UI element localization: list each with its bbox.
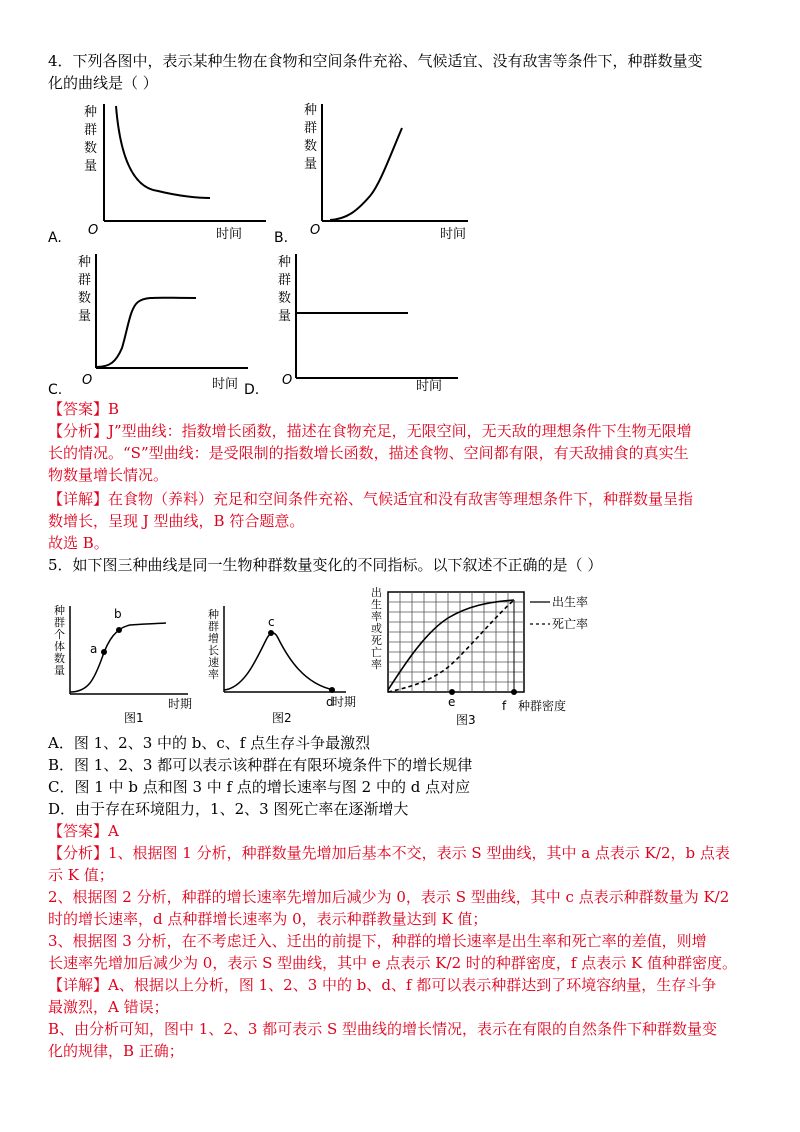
- q5-fig1-ylabel-6: 量: [54, 664, 65, 677]
- q4-graph-b-ylabel-1: 种: [304, 103, 318, 118]
- q5-fig3-legend-death: 死亡率: [552, 617, 589, 631]
- q4-graph-a-label: A.: [48, 230, 62, 246]
- q5-fig3-caption: 图3: [456, 713, 476, 727]
- q4-graph-d: [244, 250, 484, 398]
- q5-fig2-point-d: [329, 687, 335, 693]
- q4-graph-d-origin: O: [282, 373, 293, 388]
- q4-analysis-line3: 物数量增长情况。: [48, 466, 169, 484]
- q4-graph-a: [48, 96, 288, 246]
- q4-detail-line1: 【详解】在食物（养料）充足和空间条件充裕、气候适宜和没有敌害等理想条件下，种群数量呈指: [48, 490, 694, 508]
- q5-stem: 5．如下图三种曲线是同一生物种群数量变化的不同指标。以下叙述不正确的是（ ）: [48, 556, 603, 574]
- q5-detail-line1: 【详解】A、根据以上分析，图 1、2、3 中的 b、d、f 都可以表示种群达到了环境容纳量，生存斗争: [48, 976, 717, 994]
- q4-stem-line1: 4．下列各图中，表示某种生物在食物和空间条件充裕、气候适宜、没有敌害等条件下，种群数量变: [48, 52, 703, 70]
- q4-graph-c-ylabel-3: 数: [78, 291, 92, 306]
- q5-analysis-line6: 长速率先增加后减少为 0，表示 S 型曲线，其中 e 点表示 K/2 时的种群密度，f 点表示 K 值种群密度。: [48, 954, 737, 972]
- q5-fig3-point-f: [511, 689, 517, 695]
- q4-graph-c-origin: O: [82, 373, 93, 388]
- q4-graph-b-xlabel: 时间: [440, 227, 467, 242]
- q5-analysis-line5: 3、根据图 3 分析，在不考虑迁入、迁出的前提下，种群的增长速率是出生率和死亡率的差值，则增: [48, 932, 707, 950]
- q5-figure-1: [48, 600, 208, 730]
- q5-fig2-caption: 图2: [272, 711, 292, 725]
- q5-fig2-point-c: [268, 630, 274, 636]
- q5-fig2-label-d: d: [326, 695, 334, 709]
- q4-graph-a-origin: O: [88, 223, 99, 238]
- q4-graph-c-ylabel-4: 量: [78, 309, 92, 324]
- q4-graph-a-xlabel: 时间: [216, 227, 243, 242]
- q5-option-b: B．图 1、2、3 都可以表示该种群在有限环境条件下的增长规律: [48, 756, 473, 774]
- q5-fig3-birth-rate-curve: [388, 600, 514, 690]
- q5-fig1-point-b: [116, 627, 122, 633]
- q5-fig2-ylabel-6: 率: [208, 668, 219, 681]
- q5-analysis-line4: 时的增长速率，d 点种群增长速率为 0，表示种群教量达到 K 值；: [48, 910, 488, 928]
- q5-fig1-xlabel: 时期: [168, 697, 193, 711]
- q4-graph-a-ylabel-4: 量: [84, 159, 98, 174]
- q5-detail-line3: B、由分析可知，图中 1、2、3 都可表示 S 型曲线的增长情况，表示在有限的自然条件下种群数量变: [48, 1020, 718, 1038]
- q4-graph-b-label: B.: [274, 230, 289, 246]
- q4-graph-b-ylabel-2: 群: [304, 121, 318, 136]
- q5-analysis-line2: 示 K 值；: [48, 866, 114, 884]
- q5-fig3-ylabel-3: 率: [371, 610, 382, 623]
- q5-fig1-point-a: [101, 649, 107, 655]
- q5-option-d: D．由于存在环境阻力，1、2、3 图死亡率在逐渐增大: [48, 800, 409, 818]
- q4-answer: 【答案】B: [48, 400, 120, 418]
- q5-fig1-ylabel-5: 数: [54, 652, 65, 665]
- q5-fig2-ylabel-4: 长: [208, 644, 219, 657]
- q4-graph-c-xlabel: 时间: [212, 377, 239, 392]
- q4-detail-line3: 故选 B。: [48, 534, 109, 552]
- q5-fig1-ylabel-2: 群: [54, 616, 65, 629]
- q4-graph-d-label: D.: [244, 382, 260, 398]
- q4-graph-a-ylabel-3: 数: [84, 141, 98, 156]
- q5-analysis-line3: 2、根据图 2 分析，种群的增长速率先增加后减少为 0，表示 S 型曲线，其中 c 点表示种群数量为 K/2: [48, 888, 730, 906]
- q5-fig3-ylabel-1: 出: [371, 586, 382, 599]
- q5-fig2-label-c: c: [268, 615, 275, 629]
- q4-graph-d-ylabel-4: 量: [278, 309, 292, 324]
- q5-fig2-ylabel-3: 增: [208, 632, 219, 645]
- q4-graph-c-ylabel-1: 种: [78, 255, 92, 270]
- q5-fig3-label-f: f: [502, 699, 507, 713]
- q5-fig3-death-rate-curve: [388, 600, 514, 692]
- q4-graph-d-ylabel-1: 种: [278, 255, 292, 270]
- q5-fig1-ylabel-4: 体: [54, 640, 65, 653]
- q5-answer: 【答案】A: [48, 822, 119, 840]
- q5-fig3-ylabel-7: 率: [371, 658, 382, 671]
- q4-stem-line2: 化的曲线是（ ）: [48, 74, 158, 92]
- q4-graph-b-ylabel-3: 数: [304, 139, 318, 154]
- q4-graph-d-ylabel-3: 数: [278, 291, 292, 306]
- q5-figure-3: [366, 582, 646, 732]
- q5-detail-line2: 最激烈，A 错误；: [48, 998, 169, 1016]
- q5-fig3-xlabel: 种群密度: [518, 699, 567, 713]
- q5-analysis-line1: 【分析】1、根据图 1 分析，种群数量先增加后基本不交，表示 S 型曲线，其中 a 点表示 K/2，b 点表: [48, 844, 730, 862]
- q5-fig3-ylabel-6: 亡: [371, 646, 382, 659]
- q4-graph-b-origin: O: [310, 223, 321, 238]
- q5-fig2-xlabel: 时期: [332, 695, 357, 709]
- q4-graph-a-ylabel-2: 群: [84, 123, 98, 138]
- q5-fig3-ylabel-5: 死: [371, 634, 382, 647]
- q4-graph-c-ylabel-2: 群: [78, 273, 92, 288]
- q5-fig3-label-e: e: [448, 695, 456, 709]
- q4-graph-d-ylabel-2: 群: [278, 273, 292, 288]
- q4-detail-line2: 数增长，呈现 J 型曲线，B 符合题意。: [48, 512, 305, 530]
- q5-fig3-ylabel-2: 生: [371, 598, 382, 611]
- q5-fig1-ylabel-1: 种: [54, 604, 65, 617]
- q4-analysis-line1: 【分析】J”型曲线：指数增长函数，描述在食物充足，无限空间，无天敌的理想条件下生物无限增: [48, 422, 692, 440]
- q5-fig1-caption: 图1: [124, 711, 144, 725]
- q4-graph-b-ylabel-4: 量: [304, 157, 318, 172]
- q5-fig2-ylabel-2: 群: [208, 620, 219, 633]
- q5-fig1-label-a: a: [90, 642, 98, 656]
- q5-fig1-label-b: b: [114, 607, 122, 621]
- q5-fig2-ylabel-5: 速: [208, 656, 219, 669]
- q4-graph-c-label: C.: [48, 382, 63, 398]
- q5-fig2-ylabel-1: 种: [208, 608, 219, 621]
- q4-analysis-line2: 长的情况。“S”型曲线：是受限制的指数增长函数，描述食物、空间都有限，有天敌捕食的真实生: [48, 444, 689, 462]
- q4-graph-d-xlabel: 时间: [416, 379, 443, 394]
- q5-figure-2: [204, 600, 364, 730]
- q5-fig1-ylabel-3: 个: [54, 628, 65, 641]
- q4-graph-b: [272, 96, 512, 246]
- q5-option-a: A．图 1、2、3 中的 b、c、f 点生存斗争最激烈: [48, 734, 371, 752]
- q5-detail-line4: 化的规律，B 正确；: [48, 1042, 184, 1060]
- q5-fig3-legend-birth: 出生率: [552, 595, 589, 609]
- q5-option-c: C．图 1 中 b 点和图 3 中 f 点的增长速率与图 2 中的 d 点对应: [48, 778, 471, 796]
- q4-graph-a-ylabel-1: 种: [84, 105, 98, 120]
- q5-fig3-ylabel-4: 或: [371, 622, 382, 635]
